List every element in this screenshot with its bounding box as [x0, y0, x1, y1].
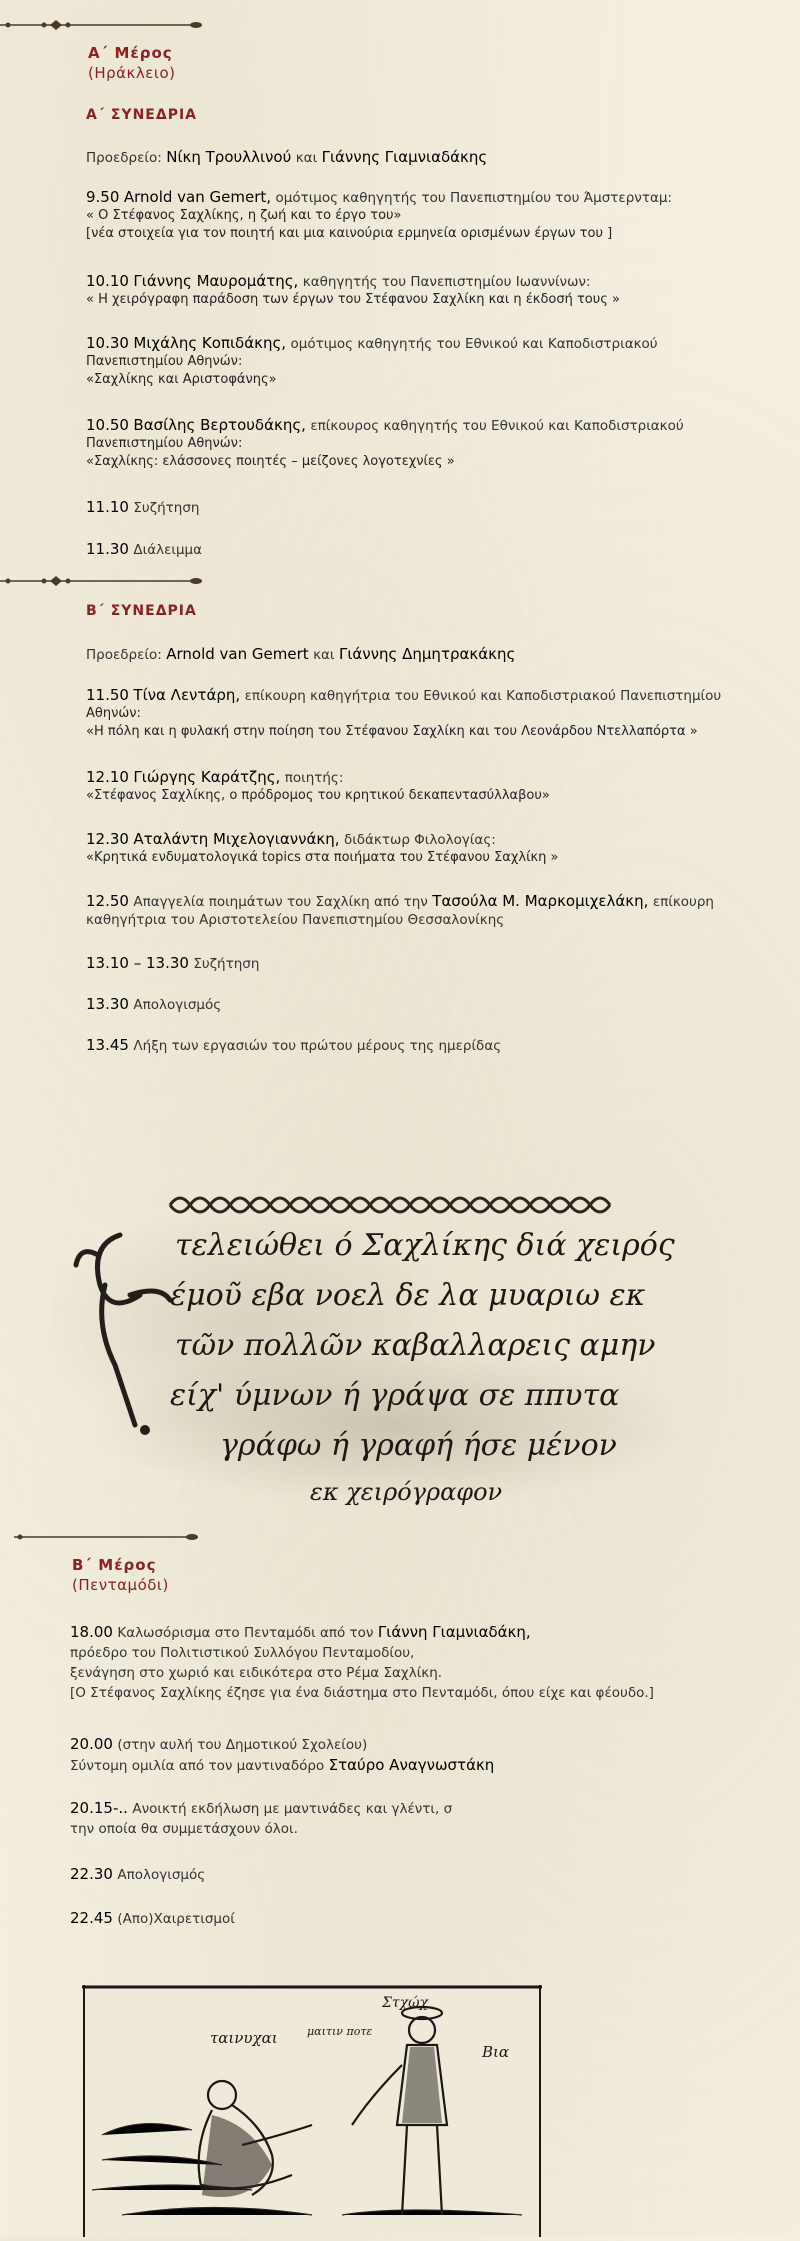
item-time: 11.30 [86, 540, 129, 558]
talk-title: « Ο Στέφανος Σαχλίκης, η ζωή και το έργο του» [86, 208, 402, 223]
manuscript-line: εκ χειρόγραφον [310, 1478, 503, 1506]
item-text: Συζήτηση [133, 500, 200, 516]
item-line: [Ο Στέφανος Σαχλίκης έζησε για ένα διάστημα στο Πενταμόδι, όπου είχε και φέουδο.] [70, 1685, 654, 1701]
item-line: πρόεδρο του Πολιτιστικού Συλλόγου Πενταμοδίου, [70, 1645, 415, 1661]
speaker-role: καθηγητής του Πανεπιστημίου Ιωαννίνων: [302, 274, 591, 290]
chair-name: Γιάννης Δημητρακάκης [338, 645, 516, 663]
talk-item [86, 768, 786, 805]
manuscript-line: είχ' ύμνων ή γράψα σε ππυτα [170, 1378, 620, 1413]
part-a-title: Α΄ Μέρος [88, 44, 173, 62]
chair-name: Arnold van Gemert [166, 645, 309, 663]
part-b-header [72, 1556, 169, 1594]
item-text: Λήξη των εργασιών του πρώτου μέρους της ημερίδας [133, 1038, 502, 1054]
discussion-item [86, 498, 786, 517]
talk-title: « Η χειρόγραφη παράδοση των έργων του Στέφανου Σαχλίκη και η έκδοσή τους » [86, 292, 620, 307]
end-item [86, 1036, 786, 1055]
speaker-name: Τασούλα Μ. Μαρκομιχελάκη, [432, 892, 649, 910]
speaker-role: ομότιμος καθηγητής του Εθνικού και Καποδιστριακού [290, 336, 658, 352]
item-text: (στην αυλή του Δημοτικού Σχολείου) [117, 1737, 368, 1753]
part-b-item [70, 1798, 770, 1839]
chair-and: και [295, 150, 318, 166]
talk-item [86, 416, 786, 471]
talk-affiliation: Αθηνών: [86, 706, 141, 721]
item-time: 13.30 [86, 995, 129, 1013]
engraving-label: Στχώχ [382, 1995, 429, 2011]
speaker-name: Μιχάλης Κοπιδάκης, [133, 334, 287, 352]
talk-time: 12.30 [86, 830, 129, 848]
ornamental-divider [14, 1529, 204, 1545]
part-b-subtitle: (Πενταμόδι) [72, 1576, 169, 1594]
talk-item [86, 830, 786, 867]
speaker-role: επίκουρη καθηγήτρια του Εθνικού και Καποδιστριακού Πανεπιστημίου [244, 688, 722, 704]
part-b-title: Β΄ Μέρος [72, 1556, 157, 1574]
chair-label: Προεδρείο: [86, 647, 162, 663]
manuscript-line: έμοῦ εβα νοελ δε λα μυαριω εκ [170, 1278, 646, 1313]
manuscript-image [50, 1175, 700, 1515]
engraving-label: ταινυχαι [210, 2029, 278, 2047]
item-text: Απολογισμός [117, 1867, 206, 1883]
ornamental-divider [0, 573, 210, 589]
talk-affiliation: καθηγήτρια του Αριστοτελείου Πανεπιστημίου Θεσσαλονίκης [86, 912, 505, 928]
talk-title: «Σαχλίκης: ελάσσονες ποιητές – μείζονες λογοτεχνίες » [86, 454, 455, 469]
item-time: 22.45 [70, 1909, 113, 1927]
talk-item [86, 686, 786, 741]
talk-affiliation: Πανεπιστημίου Αθηνών: [86, 436, 243, 451]
speaker-name: Γιώργης Καράτζης, [133, 768, 281, 786]
item-time: 13.45 [86, 1036, 129, 1054]
part-b-item [70, 1734, 770, 1776]
ornamental-divider [0, 17, 210, 33]
item-text: Συζήτηση [193, 956, 260, 972]
engraving-label: μαιτιν ποτε [307, 2025, 373, 2038]
speaker-role: επίκουρος καθηγητής του Εθνικού και Καποδιστριακού [310, 418, 684, 434]
part-a-subtitle: (Ηράκλειο) [88, 64, 176, 82]
chair-label: Προεδρείο: [86, 150, 162, 166]
session-a-chair [86, 148, 786, 167]
talk-time: 11.50 [86, 686, 129, 704]
item-line: ξενάγηση στο χωριό και ειδικότερα στο Ρέμα Σαχλίκη. [70, 1665, 443, 1681]
part-b-item [70, 1622, 770, 1703]
chair-name: Γιάννης Γιαμνιαδάκης [321, 148, 488, 166]
item-line: Σύντομη ομιλία από τον μαντιναδόρο [70, 1758, 325, 1774]
review-item [86, 995, 786, 1014]
speaker-role: ομότιμος καθηγητής του Πανεπιστημίου του Άμστερνταμ: [275, 190, 672, 206]
item-text: Απολογισμός [133, 997, 222, 1013]
talk-time: 10.30 [86, 334, 129, 352]
session-a-title: Α΄ ΣΥΝΕΔΡΙΑ [86, 107, 198, 123]
speaker-role: επίκουρη [652, 894, 714, 910]
discussion-item [86, 954, 786, 973]
engraving-label: Βια [482, 2043, 510, 2061]
manuscript-line: τελειώθει ό Σαχλίκης διά χειρός [175, 1228, 675, 1263]
talk-affiliation: Πανεπιστημίου Αθηνών: [86, 354, 243, 369]
item-time: 11.10 [86, 498, 129, 516]
item-time: 22.30 [70, 1865, 113, 1883]
item-time: 20.00 [70, 1735, 113, 1753]
talk-item [86, 272, 786, 309]
talk-time: 12.10 [86, 768, 129, 786]
session-b-chair [86, 645, 786, 664]
part-a-header [88, 44, 175, 82]
break-item [86, 540, 786, 559]
speaker-name: Arnold van Gemert, [123, 188, 272, 206]
item-time: 13.10 – 13.30 [86, 954, 189, 972]
speaker-role: ποιητής: [284, 770, 344, 786]
part-b-item [70, 1908, 770, 1929]
talk-time: 10.10 [86, 272, 129, 290]
speaker-role: διδάκτωρ Φιλολογίας: [343, 832, 496, 848]
item-line: την οποία θα συμμετάσχουν όλοι. [70, 1821, 298, 1837]
talk-title: «Στέφανος Σαχλίκης, ο πρόδρομος του κρητικού δεκαπεντασύλλαβου» [86, 788, 550, 803]
item-text: (Απο)Χαιρετισμοί [117, 1911, 235, 1927]
item-time: 20.15-.. [70, 1799, 128, 1817]
speaker-name: Γιάννης Μαυρομάτης, [133, 272, 299, 290]
engraving-image [82, 1985, 542, 2237]
item-text: Ανοικτή εκδήλωση με μαντινάδες και γλέντι, σ [132, 1801, 453, 1817]
item-time: 18.00 [70, 1623, 113, 1641]
chair-name: Νίκη Τρουλλινού [166, 148, 292, 166]
talk-time: 12.50 [86, 892, 129, 910]
talk-title: «Η πόλη και η φυλακή στην ποίηση του Στέφανου Σαχλίκη και του Λεονάρδου Ντελλαπόρτα » [86, 724, 698, 739]
talk-time: 9.50 [86, 188, 120, 206]
item-text: Καλωσόρισμα στο Πενταμόδι από τον [117, 1625, 374, 1641]
chair-and: και [313, 647, 335, 663]
session-b-title: Β΄ ΣΥΝΕΔΡΙΑ [86, 603, 197, 619]
talk-time: 10.50 [86, 416, 129, 434]
recital-text: Απαγγελία ποιημάτων του Σαχλίκη από την [133, 894, 428, 910]
talk-item [86, 334, 786, 389]
talk-title: «Σαχλίκης και Αριστοφάνης» [86, 372, 277, 387]
speaker-name: Αταλάντη Μιχελογιαννάκη, [133, 830, 340, 848]
item-text: Διάλειμμα [133, 542, 203, 558]
manuscript-line: γράφω ή γραφή ήσε μένον [220, 1428, 617, 1463]
talk-title: «Κρητικά ενδυματολογικά topics στα ποιήματα του Στέφανου Σαχλίκη » [86, 850, 559, 865]
part-b-item [70, 1864, 770, 1885]
talk-note: [νέα στοιχεία για τον ποιητή και μια καινούρια ερμηνεία ορισμένων έργων του ] [86, 226, 613, 241]
speaker-name: Σταύρο Αναγνωστάκη [328, 1756, 495, 1774]
manuscript-line: τῶν πολλῶν καβαλλαρεις αμην [175, 1328, 656, 1363]
speaker-name: Τίνα Λεντάρη, [133, 686, 241, 704]
speaker-name: Βασίλης Βερτουδάκης, [133, 416, 306, 434]
talk-item [86, 188, 786, 243]
host-name: Γιάννη Γιαμνιαδάκη, [377, 1623, 531, 1641]
talk-item [86, 892, 786, 929]
